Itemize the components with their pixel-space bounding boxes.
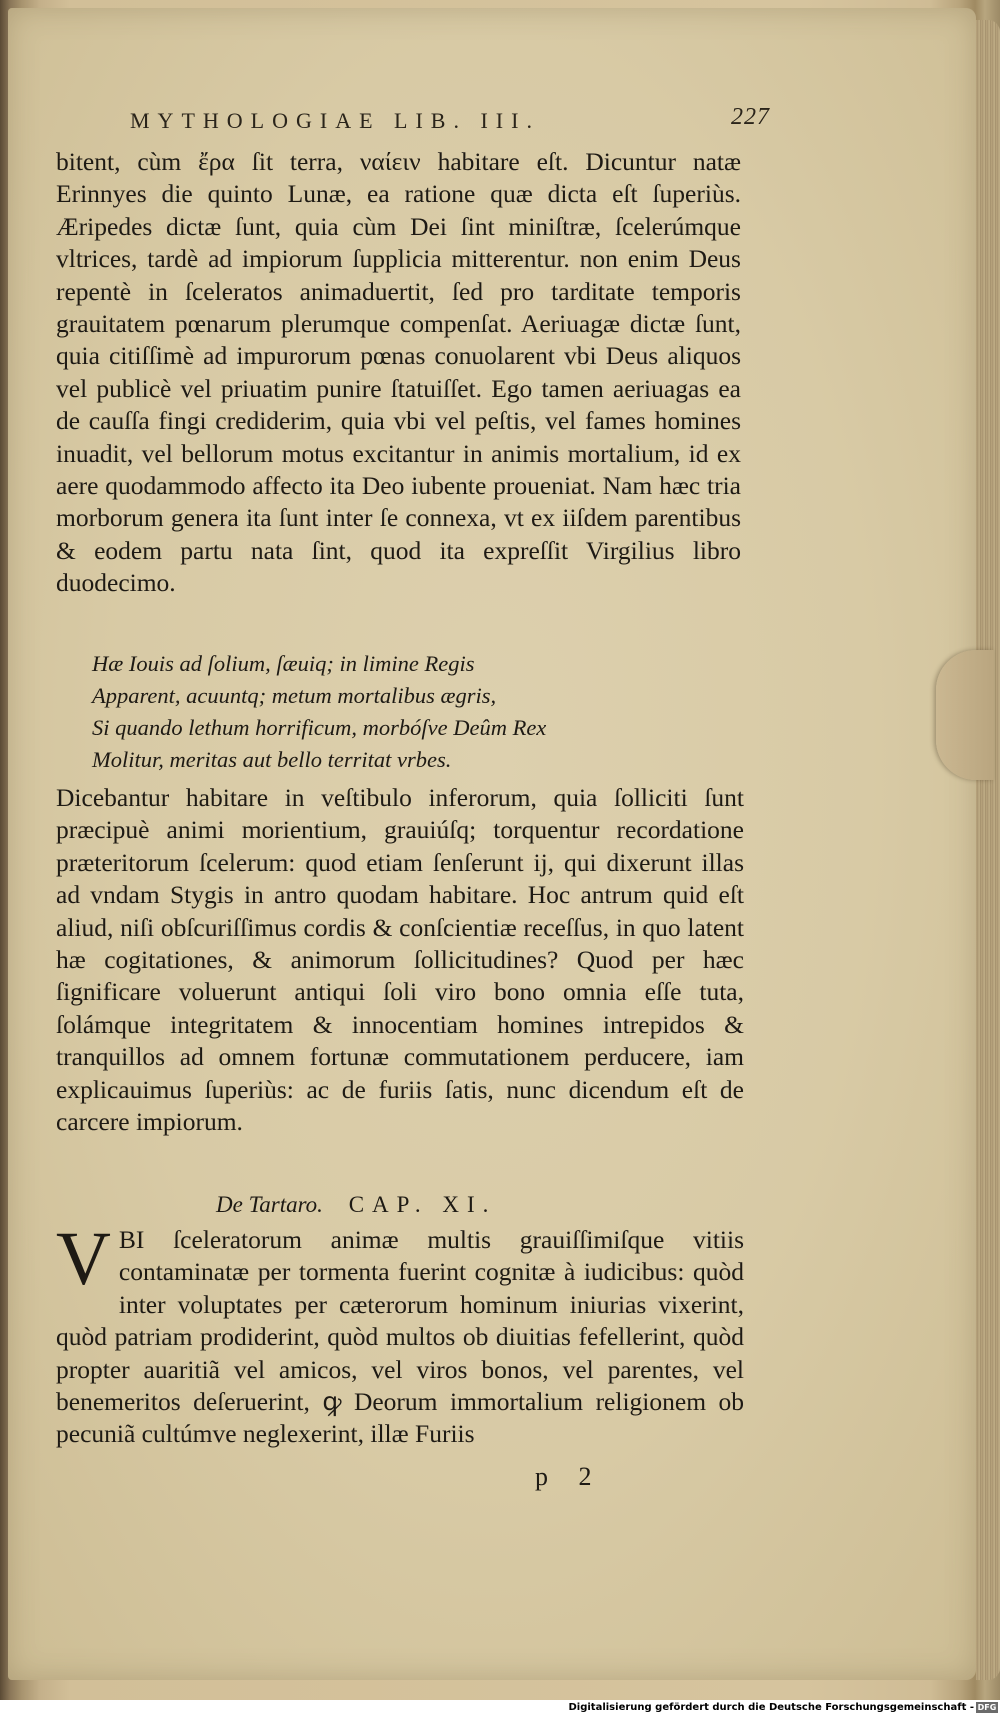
signature-mark: p 2 [535, 1462, 604, 1491]
chapter-title: De Tartaro. [216, 1192, 323, 1217]
dfg-logo: DFG [977, 1703, 997, 1712]
chapter-text-block [56, 1217, 744, 1451]
paragraph-2: Dicebantur habitare in veſtibulo inferorum, quia ſolliciti ſunt præcipuè animi morientium, grauiúſq; torquentur recordatione præteritorum ſcelerum: quod etiam ſenſerunt ij, qui dixerunt illas ad vndam Stygis in antro quodam habitare. Hoc antrum quid eſt aliud, niſi obſcuriſſimus cordis & conſcientiæ receſſus, in quo latent hæ cogitationes, & animorum ſollicitudines? Quod per hæc ſignificare voluerunt antiqui ſoli viro bono omnia eſſe tuta, ſolámque integritatem & innocentiam homines intrepidos & tranquillos ad omnem fortunæ commutationem perducere, iam explicauimus ſuperiùs: ac de furiis ſatis, nunc dicendum eſt de carcere impiorum. [56, 783, 744, 1137]
fore-edge [976, 20, 1000, 1680]
chapter-paragraph: BI ſceleratorum animæ multis grauiſſimiſque vitiis contaminatæ per tormenta fuerint cognitæ à iudicibus: quòd inter voluptates per cæterorum hominum iniurias vixerint, quòd patriam prodiderint, quòd multos ob diuitias fefellerint, quòd propter auaritiã vel amicos, vel viros bonos, vel parentes, vel benemeritos deſeruerint, ꝙ Deorum immortalium religionem ob pecuniã cultúmve neglexerint, illæ Furiis [56, 1225, 744, 1449]
text-block-2 [56, 782, 744, 1138]
bookmark-tab [936, 650, 994, 780]
running-head-title: MYTHOLOGIAE LIB. III. [130, 108, 540, 133]
verse-line: Apparent, acuuntq; metum mortalibus ægris, [92, 683, 497, 708]
paragraph-1: bitent, cùm ἔρα ſit terra, ναίειν habitare eſt. Dicuntur natæ Erinnyes die quinto Lunæ, ea ratione quæ dicta eſt ſuperiùs. Æripedes dictæ ſunt, quia cùm Dei ſint miniſtræ, ſcelerúmque vltrices, tardè ad impiorum ſupplicia mitterentur. non enim Deus repentè in ſceleratos animaduertit, ſed pro tarditate temporis grauitatem pœnarum plerumque compenſat. Aeriuagæ dictæ ſunt, quia citiſſimè ad impurorum pœnas conuolarent vbi Deus aliquos vel publicè vel priuatim punire ſtatuiſſet. Ego tamen aeriuagas ea de cauſſa fingi crediderim, quia vbi vel peſtis, vel fames homines inuadit, vel bellorum motus excitantur in animis mortalium, id ex aere quodammodo affecto ita Deo iubente proueniat. Nam hæc tria morborum genera ita ſunt inter ſe connexa, vt ex iiſdem parentibus & eodem partu nata ſint, quod ita expreſſit Virgilius libro duodecimo. [56, 147, 741, 598]
verse-line: Hæ Iouis ad ſolium, ſæuiq; in limine Regis [92, 651, 475, 676]
page-number: 227 [731, 104, 770, 130]
drop-initial: V [56, 1217, 111, 1301]
text-block-1 [56, 146, 741, 600]
verse-line: Si quando lethum horrificum, morbóſve Deûm Rex [92, 715, 547, 740]
digitization-footer [0, 1700, 1000, 1715]
running-head [130, 104, 770, 136]
chapter-heading [216, 1192, 716, 1218]
footer-credit: Digitalisierung gefördert durch die Deutsche Forschungsgemeinschaft - [568, 1702, 974, 1713]
chapter-number: CAP. XI. [348, 1192, 497, 1217]
verse-line: Molitur, meritas aut bello territat vrbes. [92, 747, 452, 772]
verse-quotation [92, 648, 732, 776]
